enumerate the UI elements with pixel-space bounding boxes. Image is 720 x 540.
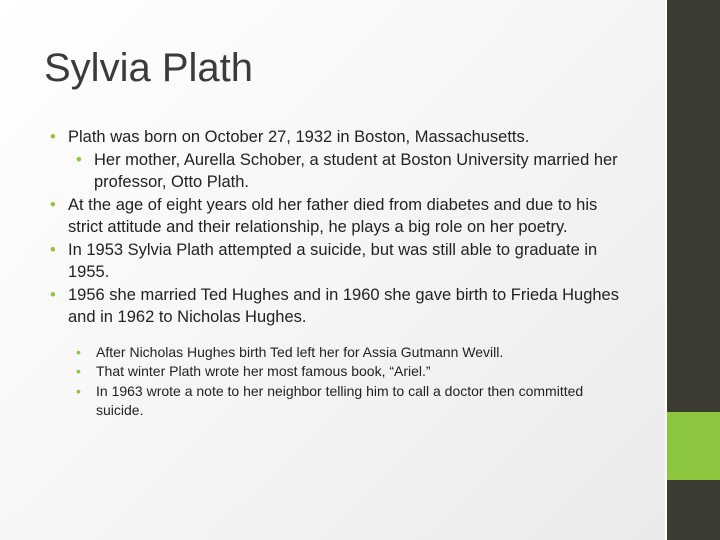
slide-content [50,126,630,421]
bullet-item [50,239,630,284]
bullet-text: At the age of eight years old her father died from diabetes and due to his strict attitude and their relationship, he plays a big role on her poetry. [68,195,598,236]
bullet-icon: • [76,343,81,360]
sub-sub-bullet-item [76,362,630,382]
bullet-item [50,126,630,149]
bullet-text: That winter Plath wrote her most famous book, “Ariel.” [96,363,431,379]
accent-block [667,412,720,480]
bullet-icon: • [50,195,56,214]
bullet-text: 1956 she married Ted Hughes and in 1960 she gave birth to Frieda Hughes and in 1962 to Nicholas Hughes. [68,285,619,326]
bullet-icon: • [76,150,82,169]
bullet-icon: • [76,363,81,379]
bullet-text: In 1953 Sylvia Plath attempted a suicide, but was still able to graduate in 1955. [68,240,598,281]
bullet-item [50,194,630,239]
bullet-text: Her mother, Aurella Schober, a student at Boston University married her professor, Otto Plath. [94,150,618,191]
sub-bullet-item [76,149,630,194]
slide-title: Sylvia Plath [44,46,253,90]
bullet-list [50,126,630,329]
sub-sub-bullet-item [76,343,630,363]
bullet-icon: • [76,382,81,399]
bullet-item [50,284,630,329]
bullet-text: In 1963 wrote a note to her neighbor telling him to call a doctor then committed suicide. [96,382,584,418]
sub-bullet-list [50,343,630,421]
bullet-icon: • [50,285,56,304]
bullet-text: After Nicholas Hughes birth Ted left her for Assia Gutmann Wevill. [96,343,504,360]
bullet-icon: • [50,128,56,146]
bullet-text: Plath was born on October 27, 1932 in Boston, Massachusetts. [68,128,530,146]
decorative-side-bar [665,0,720,540]
bullet-icon: • [50,240,56,259]
sub-sub-bullet-item [76,382,630,421]
